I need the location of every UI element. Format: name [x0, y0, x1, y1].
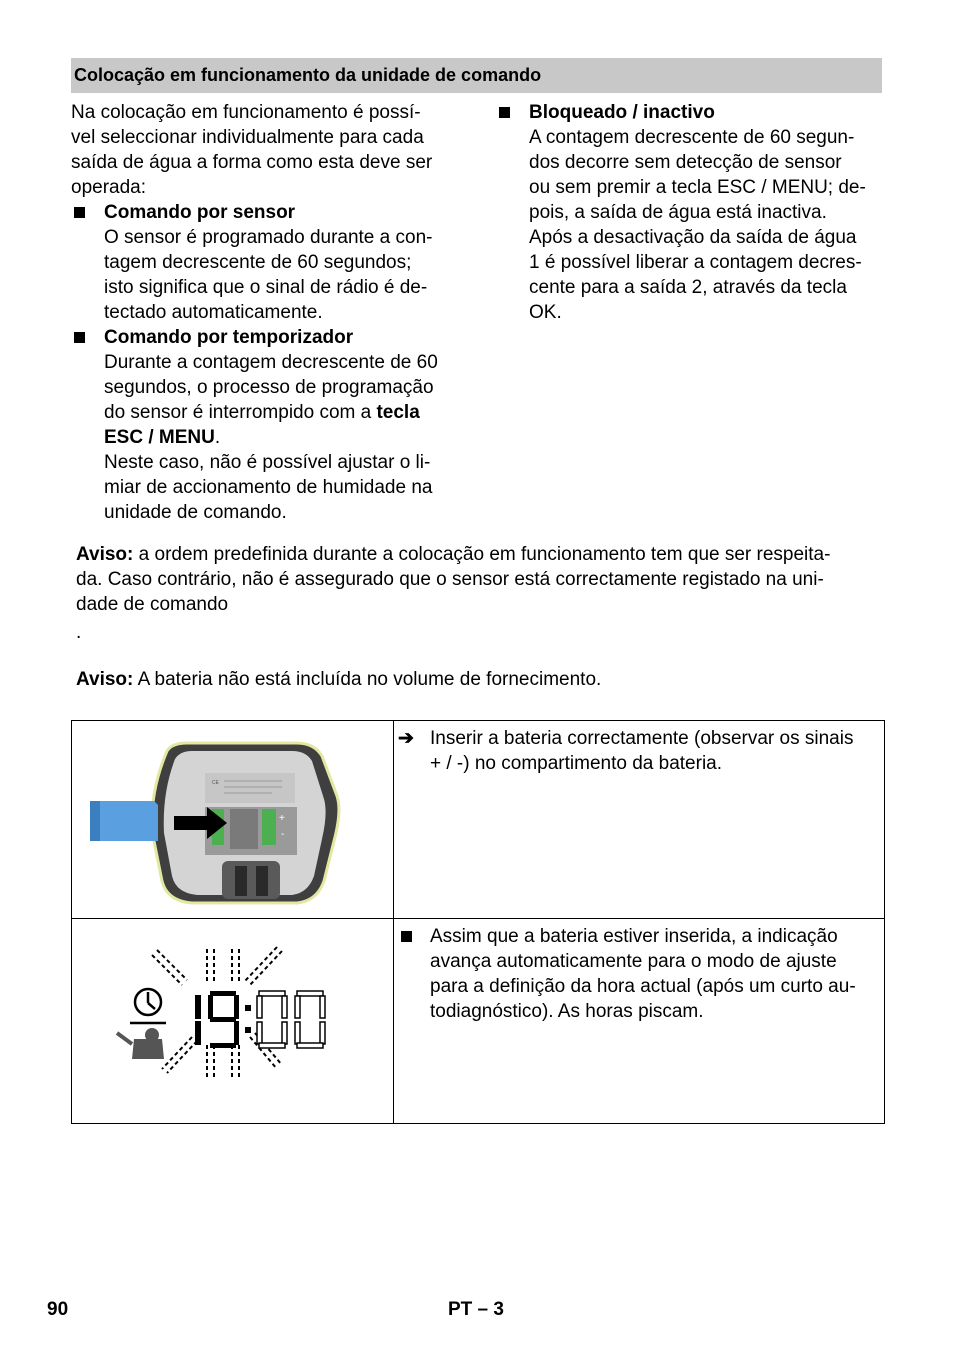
bullet-line: O sensor é programado durante a con- — [104, 227, 433, 248]
notice-line: . — [76, 622, 82, 643]
step-line: Inserir a bateria correctamente (observar os sinais — [430, 728, 854, 749]
key-label: ESC / MENU — [104, 427, 215, 448]
intro-line: Na colocação em funcionamento é possí- — [71, 102, 421, 123]
notice-order — [76, 542, 886, 645]
bullet-line: unidade de comando. — [104, 502, 287, 523]
svg-text:-: - — [281, 829, 285, 840]
step-line: Assim que a bateria estiver inserida, a indicação — [430, 926, 838, 947]
bullet-line: tectado automaticamente. — [104, 302, 323, 323]
section-title: Colocação em funcionamento da unidade de comando — [74, 65, 542, 85]
text-run: do sensor é interrompido com a — [104, 402, 377, 423]
bullet-line: Após a desactivação da saída de água — [529, 227, 857, 248]
section-header — [71, 58, 882, 93]
bullet-line: miar de accionamento de humidade na — [104, 477, 433, 498]
bullet-timer — [71, 325, 471, 525]
bullet-line: cente para a saída 2, através da tecla — [529, 277, 847, 298]
bullet-line: A contagem decrescente de 60 segun- — [529, 127, 855, 148]
square-bullet-icon — [74, 207, 85, 218]
bullet-line: OK. — [529, 302, 562, 323]
text-run: A bateria não está incluída no volume de fornecimento. — [133, 669, 602, 690]
text-run: a ordem predefinida durante a colocação em funcionamento tem que ser respeita- — [133, 544, 831, 565]
step-line: todiagnóstico). As horas piscam. — [430, 1001, 704, 1022]
svg-text:+: + — [279, 813, 285, 824]
intro-line: vel seleccionar individualmente para cada — [71, 127, 424, 148]
image-cell — [72, 721, 394, 919]
notice-label: Aviso: — [76, 669, 134, 690]
square-bullet-icon — [499, 107, 510, 118]
arrow-right-icon: ➔ — [398, 728, 414, 749]
battery-insertion-illustration — [72, 721, 393, 913]
step-line: para a definição da hora actual (após um curto au- — [430, 976, 856, 997]
intro-line: operada: — [71, 177, 147, 198]
bullet-line: segundos, o processo de programação — [104, 377, 434, 398]
page-footer-label — [448, 1299, 504, 1321]
square-bullet-icon — [401, 931, 412, 942]
key-label: tecla — [376, 402, 420, 423]
bullet-line — [104, 400, 471, 425]
right-column — [496, 100, 888, 325]
square-bullet-icon — [74, 332, 85, 343]
instruction-step — [394, 924, 884, 1024]
table-row — [72, 721, 885, 919]
bullet-blocked — [496, 100, 888, 325]
bullet-line: Neste caso, não é possível ajustar o li- — [104, 452, 431, 473]
bullet-heading: Comando por sensor — [104, 202, 296, 223]
bullet-heading: Bloqueado / inactivo — [529, 102, 715, 123]
step-line: + / -) no compartimento da bateria. — [430, 753, 723, 774]
bullet-heading: Comando por temporizador — [104, 327, 354, 348]
separator: – — [472, 1299, 494, 1320]
bullet-line: ou sem premir a tecla ESC / MENU; de- — [529, 177, 866, 198]
instruction-step — [394, 726, 884, 776]
table-row — [72, 919, 885, 1124]
section-page: 3 — [493, 1299, 504, 1320]
text-cell — [394, 721, 885, 919]
left-column — [71, 100, 471, 525]
clock-display-illustration — [72, 919, 393, 1118]
bullet-line: dos decorre sem detecção de sensor — [529, 152, 842, 173]
bullet-line: Durante a contagem decrescente de 60 — [104, 352, 438, 373]
bullet-sensor — [71, 200, 471, 325]
language-code: PT — [448, 1299, 473, 1320]
notice-battery — [76, 667, 886, 692]
bullet-line: isto significa que o sinal de rádio é de- — [104, 277, 428, 298]
bullet-line: 1 é possível liberar a contagem decres- — [529, 252, 862, 273]
text-run: . — [214, 427, 221, 448]
image-cell — [72, 919, 394, 1124]
notice-line — [76, 542, 886, 567]
notice-line: dade de comando — [76, 594, 229, 615]
notice-line: da. Caso contrário, não é assegurado que o sensor está correctamente registado na uni- — [76, 569, 824, 590]
svg-text:CE: CE — [212, 780, 219, 786]
bullet-line: pois, a saída de água está inactiva. — [529, 202, 827, 223]
page-number: 90 — [47, 1299, 69, 1320]
steps-table — [71, 720, 885, 1124]
step-line: avança automaticamente para o modo de ajuste — [430, 951, 837, 972]
bullet-line: tagem decrescente de 60 segundos; — [104, 252, 412, 273]
bullet-line — [104, 425, 471, 450]
text-cell — [394, 919, 885, 1124]
notice-label: Aviso: — [76, 544, 134, 565]
intro-line: saída de água a forma como esta deve ser — [71, 152, 433, 173]
